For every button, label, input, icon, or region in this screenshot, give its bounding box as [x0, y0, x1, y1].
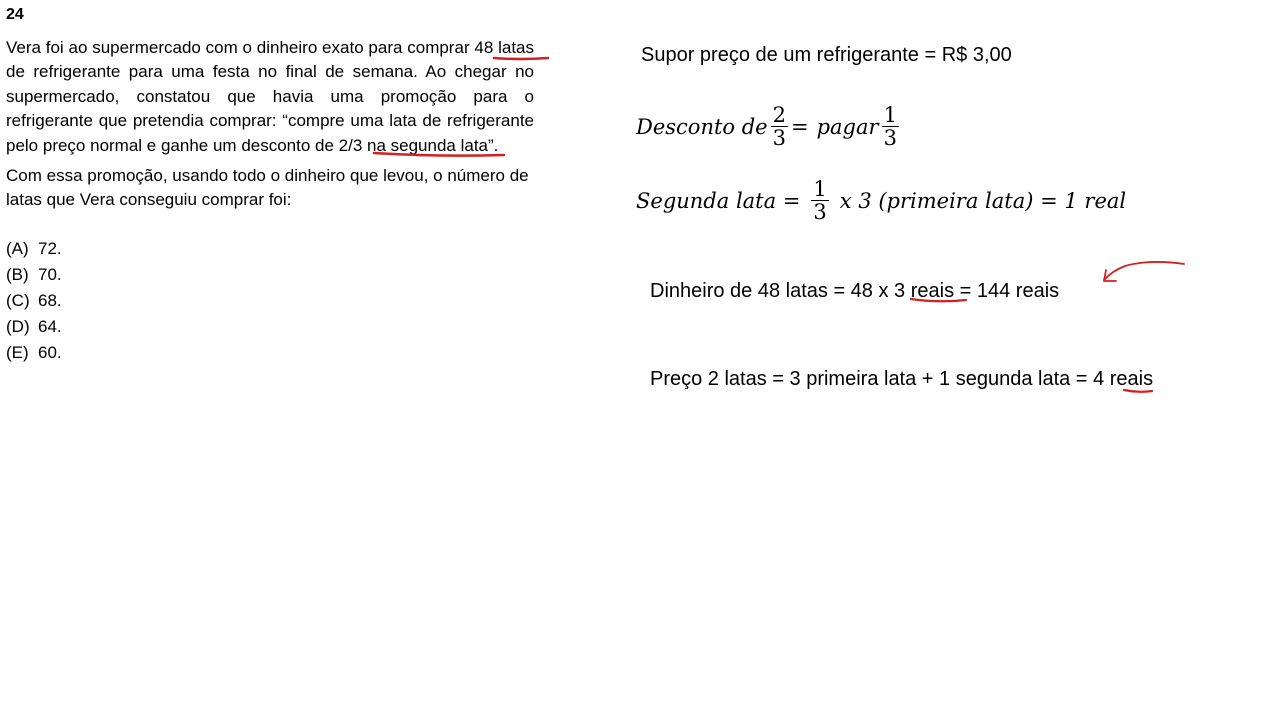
- question-statement: [6, 36, 534, 213]
- solution-line-discount: Desconto de $\frac{2}{3}$ = pagar $\frac{1}{3}$: [636, 103, 897, 151]
- fraction-two-thirds: $\frac{2}{3}$: [772, 103, 786, 151]
- arrow-shaft-stroke: [1104, 262, 1184, 280]
- solution-line-total-money: Dinheiro de 48 latas = 48 x 3 reais = 144 reais: [650, 280, 1060, 302]
- solution-line-price: Supor preço de um refrigerante = R$ 3,00: [641, 44, 1012, 66]
- option-a: (A) 72.: [6, 239, 62, 258]
- question-paragraph-2: Com essa promoção, usando todo o dinheiro que levou, o número de latas que Vera conseguiu comprar foi:: [6, 166, 529, 210]
- option-d: (D) 64.: [6, 317, 62, 336]
- fraction-one-third-b: $\frac{1}{3}$: [813, 177, 827, 225]
- solution-line-second-can: Segunda lata = $\frac{1}{3}$ x 3 (primeira lata) = 1 real: [636, 177, 1127, 225]
- fraction-one-third: $\frac{1}{3}$: [883, 103, 897, 151]
- option-c: (C) 68.: [6, 291, 62, 310]
- answer-options: [6, 236, 62, 366]
- option-e: (E) 60.: [6, 343, 62, 362]
- underlined-4-reais: 4 re: [1093, 368, 1128, 390]
- arrow-head-stroke: [1104, 270, 1116, 281]
- underlined-48: r 48: [463, 38, 494, 57]
- question-number: 24: [6, 6, 24, 23]
- question-paragraph-1: Vera foi ao supermercado com o dinheiro exato para comprar 48 latas de refrigerante para uma festa no final de semana. Ao chegar no supermercado, constatou que havia uma promoção para o refrigerante que pretendia comprar: “compre uma lata de refrigerante pelo preço normal e ganhe um desconto de 2/3 na segunda lata”.: [6, 38, 534, 155]
- underlined-desconto: desconto de 2/3: [241, 135, 363, 155]
- solution-line-two-cans: Preço 2 latas = 3 primeira lata + 1 segunda lata = 4 reais: [650, 368, 1154, 390]
- option-b: (B) 70.: [6, 265, 62, 284]
- underlined-3-reais: 3 reai: [894, 280, 945, 302]
